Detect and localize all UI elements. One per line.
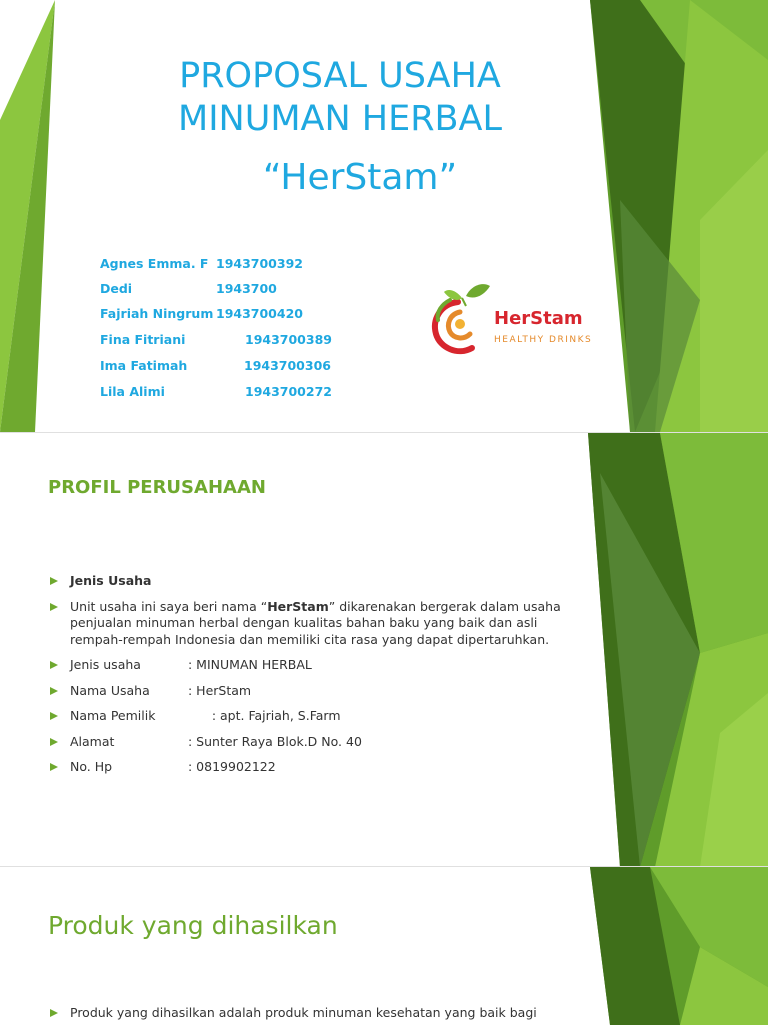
- bullet-description: [48, 599, 568, 649]
- title-line-3: “HerStam”: [262, 157, 458, 198]
- bullet-row: [48, 683, 568, 700]
- title-line-1: PROPOSAL USAHA: [179, 56, 501, 96]
- bullet-arrow-icon: [50, 661, 58, 669]
- bullet-arrow-icon: [50, 687, 58, 695]
- row-value: : MINUMAN HERBAL: [188, 657, 312, 672]
- row-value: : HerStam: [188, 682, 252, 698]
- member-name: Fina Fitriani: [100, 332, 186, 347]
- bullet-arrow-icon: [50, 603, 58, 611]
- profile-bullets: [48, 573, 568, 785]
- bullet-arrow-icon: [50, 1009, 58, 1017]
- bullet-text: Produk yang dihasilkan adalah produk minuman kesehatan yang baik bagi: [70, 1005, 537, 1020]
- row-label: Nama Pemilik: [70, 708, 156, 723]
- member-id: 1943700420: [216, 306, 303, 321]
- row-label: Nama Usaha: [70, 682, 150, 698]
- bullet-arrow-icon: [50, 712, 58, 720]
- slide-company-profile: [0, 432, 768, 867]
- row-value: : apt. Fajriah, S.Farm: [188, 708, 341, 723]
- logo-brand-name: HerStam: [494, 308, 583, 329]
- products-heading: Produk yang dihasilkan: [48, 911, 338, 940]
- member-id: 1943700272: [245, 384, 332, 399]
- bullet-arrow-icon: [50, 577, 58, 585]
- products-bullets: [48, 1005, 568, 1025]
- member-id: 1943700392: [216, 256, 303, 271]
- bullet-row: [48, 759, 568, 776]
- bullet-row: [48, 657, 568, 674]
- member-name: Fajriah Ningrum: [100, 306, 214, 321]
- member-id: 1943700389: [245, 332, 332, 347]
- row-label: Alamat: [70, 733, 115, 749]
- member-name: Dedi: [100, 281, 133, 296]
- title-line-2: MINUMAN HERBAL: [178, 99, 502, 139]
- desc-brand: HerStam: [267, 598, 329, 614]
- logo-tagline: HEALTHY DRINKS: [494, 335, 593, 345]
- herbal-leaf-swirl-icon: [426, 276, 492, 360]
- slide-products: [0, 866, 768, 1025]
- bullet-arrow-icon: [50, 763, 58, 771]
- row-label: No. Hp: [70, 759, 113, 774]
- row-value: : Sunter Raya Blok.D No. 40: [188, 733, 362, 749]
- bullet-row: [48, 708, 568, 725]
- member-id: 1943700306: [244, 358, 331, 373]
- slide-title: [0, 0, 768, 432]
- bullet-product: [48, 1005, 568, 1022]
- green-facets-decoration: [0, 867, 768, 1025]
- profile-heading: PROFIL PERUSAHAAN: [48, 477, 266, 498]
- desc-post: ” dikarenakan bergerak dalam usaha penjualan minuman herbal dengan kualitas bahan baku yang baik dan asli rempah-rempah Indonesia dan memiliki cita rasa yang dapat dipertaruhkan.: [70, 598, 561, 647]
- member-name: Agnes Emma. F: [100, 256, 209, 271]
- bullet-arrow-icon: [50, 738, 58, 746]
- row-label: Jenis usaha: [70, 657, 141, 672]
- bullet-text: Jenis Usaha: [70, 573, 152, 588]
- row-value: : 0819902122: [188, 759, 276, 774]
- member-id: 1943700: [216, 281, 277, 296]
- bullet-jenis-usaha-title: [48, 573, 568, 590]
- herstam-logo: [426, 276, 616, 366]
- member-name: Ima Fatimah: [100, 358, 188, 373]
- desc-pre: Unit usaha ini saya beri nama “: [70, 598, 268, 614]
- bullet-row: [48, 734, 568, 751]
- member-name: Lila Alimi: [100, 384, 165, 399]
